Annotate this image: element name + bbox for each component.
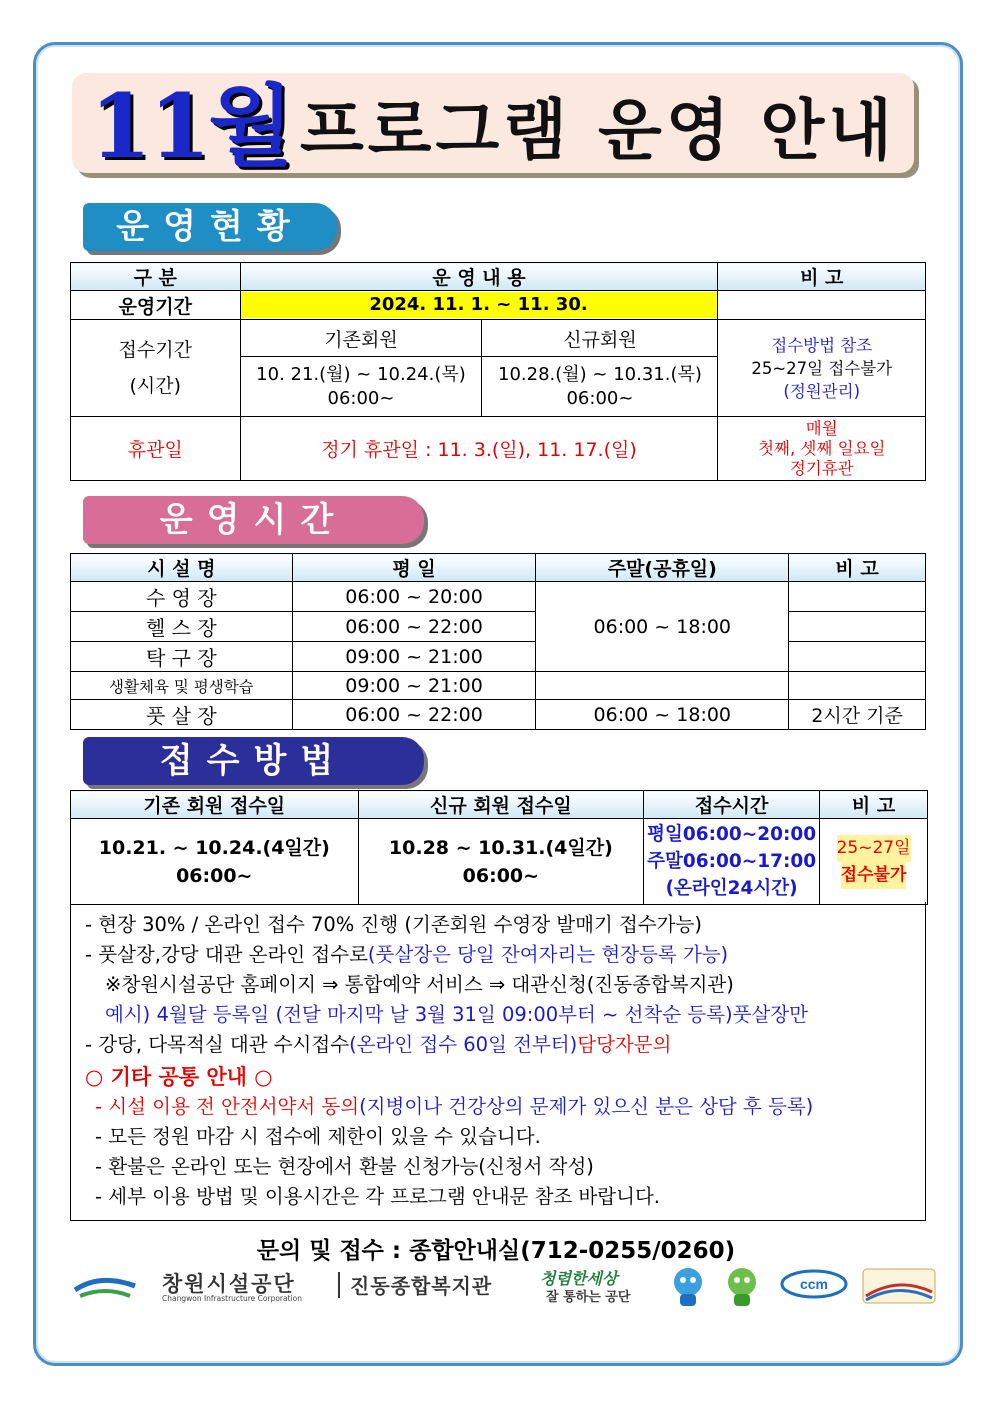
existing-reg-cell [71, 819, 359, 905]
center-name: 진동종합복지관 [350, 1274, 493, 1298]
period-value: 2024. 11. 1. ~ 11. 30. [241, 292, 717, 318]
reg-label: 접수기간 [118, 339, 192, 361]
header-category: 구 분 [71, 263, 241, 291]
reg-time-cell [644, 819, 820, 905]
existing-date: 10. 21.(월) ~ 10.24.(목) [256, 363, 466, 385]
note-homepage: ※창원시설공단 홈페이지 ⇒ 통합예약 서비스 ⇒ 대관신청(진동종합복지관) [105, 973, 734, 996]
reg-note-method: 접수방법 참조 [771, 335, 873, 355]
status-table [70, 262, 926, 481]
reg-label-cell [71, 320, 241, 417]
reg-note-cell [820, 819, 928, 905]
closed-value: 정기 휴관일 : 11. 3.(일), 11. 17.(일) [240, 417, 718, 481]
contact-info: 문의 및 접수 : 종합안내실(712-0255/0260) [256, 1238, 736, 1264]
closed-label: 휴관일 [71, 417, 241, 481]
closed-note-regular: 정기휴관 [789, 458, 854, 478]
weekday-hours: 06:00 ~ 20:00 [292, 582, 536, 612]
common-details: - 세부 이용 방법 및 이용시간은 각 프로그램 안내문 참조 바랍니다. [95, 1185, 660, 1208]
reg-note-capacity: (정원관리) [783, 381, 861, 401]
header-facility: 시 설 명 [71, 554, 293, 582]
org-name-en: Changwon Infrastructure Corporation [162, 1294, 302, 1303]
weekday-hours: 09:00 ~ 21:00 [292, 672, 536, 700]
header-note: 비 고 [718, 263, 926, 291]
common-refund: - 환불은 온라인 또는 현장에서 환불 신청가능(신청서 작성) [95, 1155, 594, 1178]
note-hall-contact: 담당자문의 [577, 1033, 672, 1056]
existing-time: 06:00~ [327, 387, 395, 409]
new-member-period [482, 357, 718, 417]
logo-divider [338, 1272, 340, 1298]
new-reg-time: 06:00~ [462, 864, 540, 887]
new-date: 10.28.(월) ~ 10.31.(목) [498, 363, 702, 385]
common-info-title: ○ 기타 공통 안내 ○ [85, 1065, 273, 1089]
section-heading-method: 접수방법 [83, 737, 424, 785]
reg-note-unavailable: 접수불가 [841, 862, 907, 889]
facility-note [789, 612, 926, 642]
new-member-label: 신규회원 [482, 320, 718, 357]
title-text: 프로그램 운영 안내 [300, 92, 897, 169]
existing-reg-dates: 10.21. ~ 10.24.(4일간) [98, 836, 330, 859]
reg-note-dates: 25~27일 [837, 835, 911, 862]
common-safety-detail: (지병이나 건강상의 문제가 있으신 분은 상담 후 등록) [359, 1095, 814, 1118]
weekday-hours: 06:00 ~ 22:00 [292, 700, 536, 730]
mascot-blue-icon [666, 1266, 710, 1308]
title-month: 11월 [90, 74, 292, 178]
section-heading-hours: 운영시간 [83, 496, 424, 544]
period-label: 운영기간 [71, 291, 241, 320]
slogan: 청렴한세상 [540, 1269, 618, 1288]
hours-table [70, 553, 926, 730]
facility-note [789, 672, 926, 700]
existing-member-label: 기존회원 [240, 320, 482, 357]
note-futsal-text: - 풋살장,강당 대관 온라인 접수로 [85, 943, 368, 966]
new-time: 06:00~ [566, 387, 634, 409]
facility-name: 탁 구 장 [71, 642, 293, 672]
reg-label-time: (시간) [129, 375, 182, 397]
reg-time-weekday: 평일06:00~20:00 [647, 824, 817, 845]
weekend-hours-shared: 06:00 ~ 18:00 [536, 582, 789, 672]
closed-note-sundays: 첫째, 셋째 일요일 [758, 438, 886, 458]
note-example: 예시) 4월달 등록일 (전달 마지막 날 3월 31일 09:00부터 ~ 선착순 등록)풋살장만 [105, 1003, 808, 1026]
mascot-green-icon [720, 1266, 764, 1308]
header-note: 비 고 [820, 791, 928, 819]
weekend-hours: 06:00 ~ 18:00 [536, 700, 789, 730]
weekday-hours: 06:00 ~ 22:00 [292, 612, 536, 642]
facility-name: 수 영 장 [71, 582, 293, 612]
common-safety [95, 1094, 813, 1120]
common-safety-text: - 시설 이용 전 안전서약서 동의 [95, 1095, 360, 1118]
header-existing: 기존 회원 접수일 [71, 791, 359, 819]
existing-member-period [240, 357, 482, 417]
header-weekend: 주말(공휴일) [536, 554, 789, 582]
header-note: 비 고 [789, 554, 926, 582]
facility-note [789, 582, 926, 612]
common-capacity: - 모든 정원 마감 시 접수에 제한이 있을 수 있습니다. [95, 1125, 541, 1148]
ccm-logo-icon [778, 1268, 850, 1308]
note-ratio: - 현장 30% / 온라인 접수 70% 진행 (기존회원 수영장 발매기 접수가능) [85, 913, 702, 936]
notes-box [70, 902, 926, 1221]
reg-note-cell [718, 320, 926, 417]
new-reg-cell [358, 819, 644, 905]
org-name: 창원시설공단 [162, 1272, 296, 1296]
method-table [70, 790, 928, 905]
weekend-hours [536, 672, 789, 700]
note-hall-text: - 강당, 다목적실 대관 수시접수 [85, 1033, 350, 1056]
reg-time-weekend: 주말06:00~17:00 [647, 851, 817, 872]
facility-note: 2시간 기준 [789, 700, 926, 730]
facility-name: 헬 스 장 [71, 612, 293, 642]
header-weekday: 평 일 [292, 554, 536, 582]
closed-note-monthly: 매월 [805, 418, 838, 438]
reg-time-online: (온라인24시간) [665, 878, 798, 899]
certification-badge-icon [862, 1268, 936, 1306]
header-content: 운 영 내 용 [240, 263, 718, 291]
facility-note [789, 642, 926, 672]
ccm-text: ccm [799, 1276, 829, 1292]
existing-reg-time: 06:00~ [176, 864, 253, 887]
reg-note-closed: 25~27일 접수불가 [751, 358, 893, 378]
note-futsal-detail: (풋살장은 당일 잔여자리는 현장등록 가능) [367, 943, 729, 966]
facility-name: 생활체육 및 평생학습 [71, 672, 293, 700]
footer-logos [70, 1266, 936, 1308]
header-new: 신규 회원 접수일 [358, 791, 644, 819]
facility-name: 풋 살 장 [71, 700, 293, 730]
header-time: 접수시간 [644, 791, 820, 819]
weekday-hours: 09:00 ~ 21:00 [292, 642, 536, 672]
note-futsal [85, 942, 728, 968]
period-note [718, 291, 926, 320]
new-reg-dates: 10.28 ~ 10.31.(4일간) [388, 836, 613, 859]
changwon-logo-icon [70, 1268, 140, 1308]
note-hall [85, 1032, 671, 1058]
section-heading-status: 운영현황 [83, 203, 337, 251]
slogan-sub: 잘 통하는 공단 [546, 1290, 631, 1305]
note-hall-online: (온라인 접수 60일 전부터) [349, 1033, 578, 1056]
closed-note-cell [718, 417, 926, 481]
